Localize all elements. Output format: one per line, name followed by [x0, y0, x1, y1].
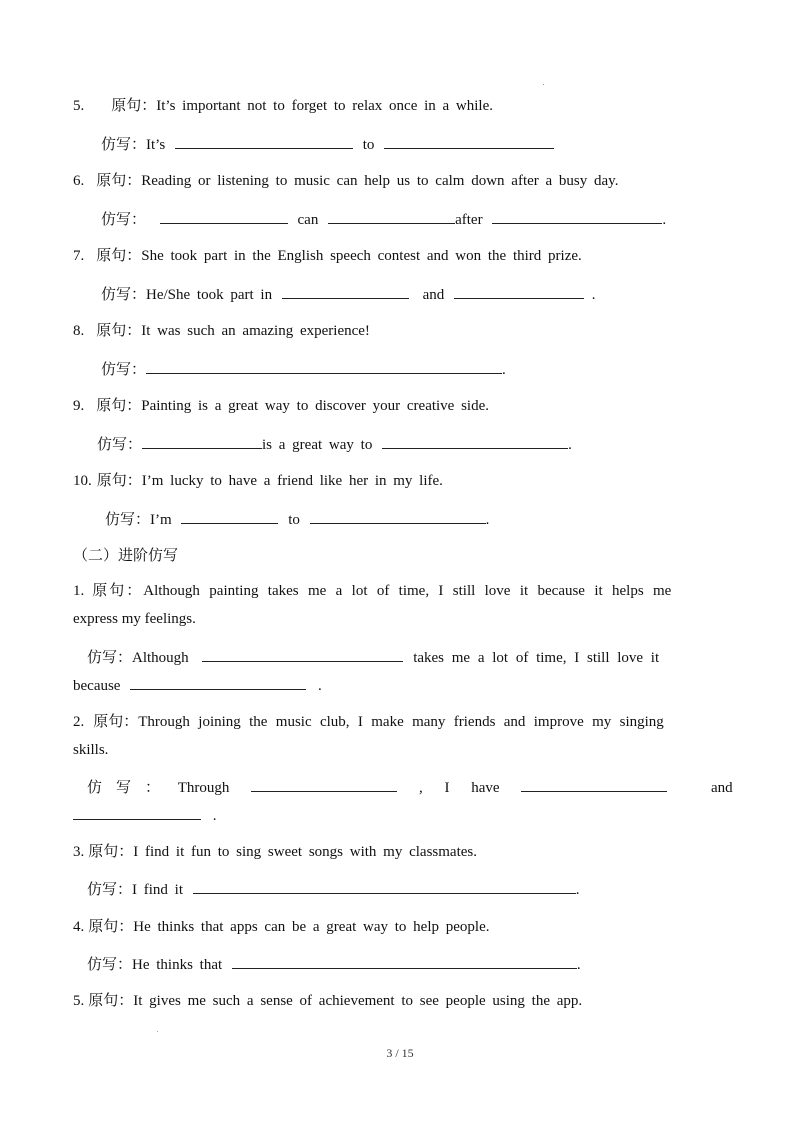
- answer-blank[interactable]: [232, 954, 577, 969]
- item-number: 9.: [73, 398, 85, 414]
- item-10-rewrite: [105, 509, 800, 530]
- answer-blank[interactable]: [282, 284, 409, 299]
- adv-2-rewrite: [87, 777, 800, 798]
- item-number: 4.: [73, 919, 85, 935]
- item-label: 原句：: [96, 473, 142, 489]
- item-label: 仿写：: [105, 512, 151, 528]
- item-text: to: [362, 137, 375, 153]
- item-label: 原句：: [88, 919, 134, 935]
- adv-4-rewrite: [87, 954, 800, 975]
- item-text: .: [662, 212, 667, 228]
- item-text: ,: [418, 780, 423, 796]
- item-text: after: [455, 212, 483, 228]
- item-10-original: [73, 471, 800, 491]
- answer-blank[interactable]: [328, 209, 455, 224]
- item-label: 原句：: [111, 98, 157, 114]
- item-text: Through joining the music club, I make many friends and improve my singing: [138, 714, 664, 730]
- item-text: to: [288, 512, 300, 528]
- item-number: 5.: [73, 993, 85, 1009]
- item-text: because: [73, 678, 121, 694]
- item-label: 仿写：: [101, 137, 147, 153]
- adv-5-original: [73, 991, 800, 1011]
- item-6-rewrite: [101, 209, 800, 230]
- item-label: 原句：: [96, 323, 142, 339]
- item-label: 仿写：: [87, 882, 133, 898]
- item-number: 6.: [73, 173, 85, 189]
- adv-3-rewrite: [87, 879, 800, 900]
- answer-blank[interactable]: [492, 209, 662, 224]
- item-text: I: [444, 780, 450, 796]
- item-8-original: [73, 321, 800, 341]
- item-text: and: [711, 780, 733, 796]
- answer-blank[interactable]: [175, 134, 353, 149]
- item-text: I’m: [150, 512, 172, 528]
- answer-blank[interactable]: [73, 805, 201, 820]
- item-label: 原句：: [92, 583, 144, 599]
- item-text: I find it fun to sing sweet songs with my classmates.: [133, 844, 477, 860]
- item-text: It gives me such a sense of achievement to see people using the app.: [133, 993, 583, 1009]
- item-number: 10.: [73, 473, 92, 489]
- answer-blank[interactable]: [181, 509, 278, 524]
- adv-1-original-cont: express my feelings.: [73, 611, 196, 627]
- item-number: 7.: [73, 248, 85, 264]
- adv-1-rewrite: [87, 647, 800, 668]
- answer-blank[interactable]: [146, 359, 502, 374]
- answer-blank[interactable]: [160, 209, 288, 224]
- item-text: .: [568, 437, 572, 453]
- item-9-rewrite: [97, 434, 800, 455]
- item-label: 原句：: [96, 173, 142, 189]
- item-text: Reading or listening to music can help us to calm down after a busy day.: [141, 173, 619, 189]
- adv-4-original: [73, 917, 800, 937]
- item-text: .: [317, 678, 322, 694]
- answer-blank[interactable]: [384, 134, 554, 149]
- item-text: It’s important not to forget to relax once in a while.: [156, 98, 493, 114]
- item-label: 仿写：: [87, 957, 133, 973]
- item-7-original: [73, 246, 800, 266]
- item-label: 原句：: [88, 993, 134, 1009]
- stray-dot: [157, 1031, 158, 1032]
- item-text: takes me a lot of time, I still love it: [413, 650, 660, 666]
- item-number: 5.: [73, 98, 85, 114]
- item-text: .: [212, 808, 217, 824]
- answer-blank[interactable]: [454, 284, 584, 299]
- item-text: Although painting takes me a lot of time, I still love it because it helps me: [143, 583, 672, 599]
- item-text: and: [422, 287, 445, 303]
- answer-blank[interactable]: [130, 675, 306, 690]
- item-text: He thinks that apps can be a great way to help people.: [133, 919, 490, 935]
- item-number: 1.: [73, 583, 85, 599]
- item-text: have: [471, 780, 500, 796]
- item-label: 原句：: [88, 844, 134, 860]
- item-text: .: [575, 882, 580, 898]
- item-label: 原句：: [96, 248, 142, 264]
- adv-1-original: [73, 581, 727, 601]
- answer-blank[interactable]: [521, 777, 667, 792]
- item-text: I find it: [132, 882, 184, 898]
- item-text: .: [502, 362, 506, 378]
- answer-blank[interactable]: [310, 509, 486, 524]
- item-label: 仿写：: [101, 287, 147, 303]
- item-9-original: [73, 396, 800, 416]
- item-text: .: [576, 957, 581, 973]
- item-text: .: [485, 512, 490, 528]
- adv-3-original: [73, 842, 800, 862]
- item-text: .: [591, 287, 596, 303]
- item-number: 8.: [73, 323, 85, 339]
- answer-blank[interactable]: [142, 434, 262, 449]
- item-text: She took part in the English speech contest and won the third prize.: [141, 248, 582, 264]
- page-number: 3 / 15: [386, 1046, 414, 1060]
- answer-blank[interactable]: [202, 647, 403, 662]
- item-text: I’m lucky to have a friend like her in my life.: [141, 473, 443, 489]
- item-label: 仿写：: [101, 212, 147, 228]
- item-number: 3.: [73, 844, 85, 860]
- item-text: Although: [132, 650, 189, 666]
- item-label: 仿写：: [87, 780, 175, 796]
- item-text: Through: [177, 780, 230, 796]
- section-title: （二）进阶仿写: [73, 548, 179, 564]
- item-label: 仿写：: [101, 362, 147, 378]
- item-text: He thinks that: [132, 957, 223, 973]
- item-6-original: [73, 171, 800, 191]
- item-text: is a great way to: [262, 437, 373, 453]
- item-7-rewrite: [101, 284, 800, 305]
- adv-2-original: [73, 712, 800, 732]
- answer-blank[interactable]: [251, 777, 397, 792]
- answer-blank[interactable]: [193, 879, 576, 894]
- adv-1-rewrite-cont: [73, 675, 800, 696]
- item-label: 原句：: [93, 714, 139, 730]
- item-label: 原句：: [96, 398, 142, 414]
- item-text: He/She took part in: [146, 287, 273, 303]
- item-label: 仿写：: [97, 437, 143, 453]
- item-text: Painting is a great way to discover your creative side.: [141, 398, 490, 414]
- item-number: 2.: [73, 714, 85, 730]
- item-text: can: [297, 212, 319, 228]
- adv-2-rewrite-cont: [73, 805, 800, 826]
- answer-blank[interactable]: [382, 434, 568, 449]
- item-5-original: [73, 96, 800, 116]
- item-5-rewrite: [101, 134, 800, 155]
- item-8-rewrite: [101, 359, 800, 380]
- item-text: It’s: [146, 137, 166, 153]
- adv-2-original-cont: skills.: [73, 742, 109, 758]
- item-text: It was such an amazing experience!: [141, 323, 370, 339]
- stray-dot: [543, 84, 544, 85]
- item-label: 仿写：: [87, 650, 133, 666]
